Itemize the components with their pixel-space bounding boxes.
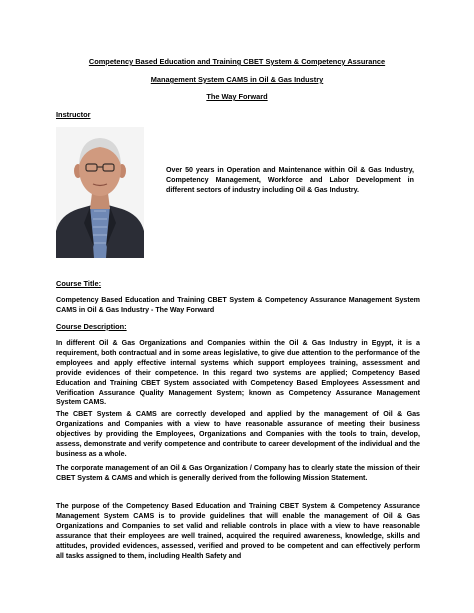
instructor-photo <box>56 127 144 258</box>
document-title-line-3: The Way Forward <box>206 92 268 101</box>
course-title-label: Course Title: <box>56 279 102 288</box>
course-description-label: Course Description: <box>56 322 127 331</box>
instructor-label: Instructor <box>56 110 91 119</box>
instructor-bio: Over 50 years in Operation and Maintenance within Oil & Gas Industry, Competency Management, Workforce and Labor Development in different sectors of industry including Oil & Gas Industry. <box>166 166 414 194</box>
course-title-text: Competency Based Education and Training CBET System & Competency Assurance Management System CAMS in Oil & Gas Industry - The Way Forward <box>56 296 420 314</box>
document-title-line-1: Competency Based Education and Training CBET System & Competency Assurance <box>88 57 386 66</box>
document-title-line-2: Management System CAMS in Oil & Gas Industry <box>150 75 324 84</box>
description-paragraph-2: The CBET System & CAMS are correctly developed and applied by the management of Oil & Gas Organizations and Companies with a view to have reasonable assurance of meeting their business objectives by providing the Employees, Organizations and Companies with the tools to train, develop, assess, demonstrate and verify competence and contribute to career development of the individual and the business as a whole. <box>56 410 420 458</box>
description-paragraph-1: In different Oil & Gas Organizations and Companies within the Oil & Gas Industry in Egypt, it is a requirement, both contractual and in some areas legislative, to give due attention to the performance of the employees and apply effective internal systems which support employees training, assessment and provide evidences of their competence. In this regard two systems are applied; Competency Based Education and Training CBET System associated with Competency Based Employees Assessment and Verification Assurance Quality Management System; known as Competency Assurance Management System CAMS. <box>56 339 420 407</box>
description-paragraph-4: The purpose of the Competency Based Education and Training CBET System & Competency Assurance Management System CAMS is to provide guidelines that will enable the management of Oil & Gas Organizations and Companies to set valid and reliable controls in place with a view to have reasonable assurance that their employees are well trained, acquired the required awareness, knowledge, skills and attitudes, provided evidences, assessed, verified and proved to be competent and can effectively perform all tasks assigned to them, including Health Safety and <box>56 502 420 560</box>
description-paragraph-3: The corporate management of an Oil & Gas Organization / Company has to clearly state the mission of their CBET System & CAMS and which is generally derived from the following Mission Statement. <box>56 464 420 482</box>
